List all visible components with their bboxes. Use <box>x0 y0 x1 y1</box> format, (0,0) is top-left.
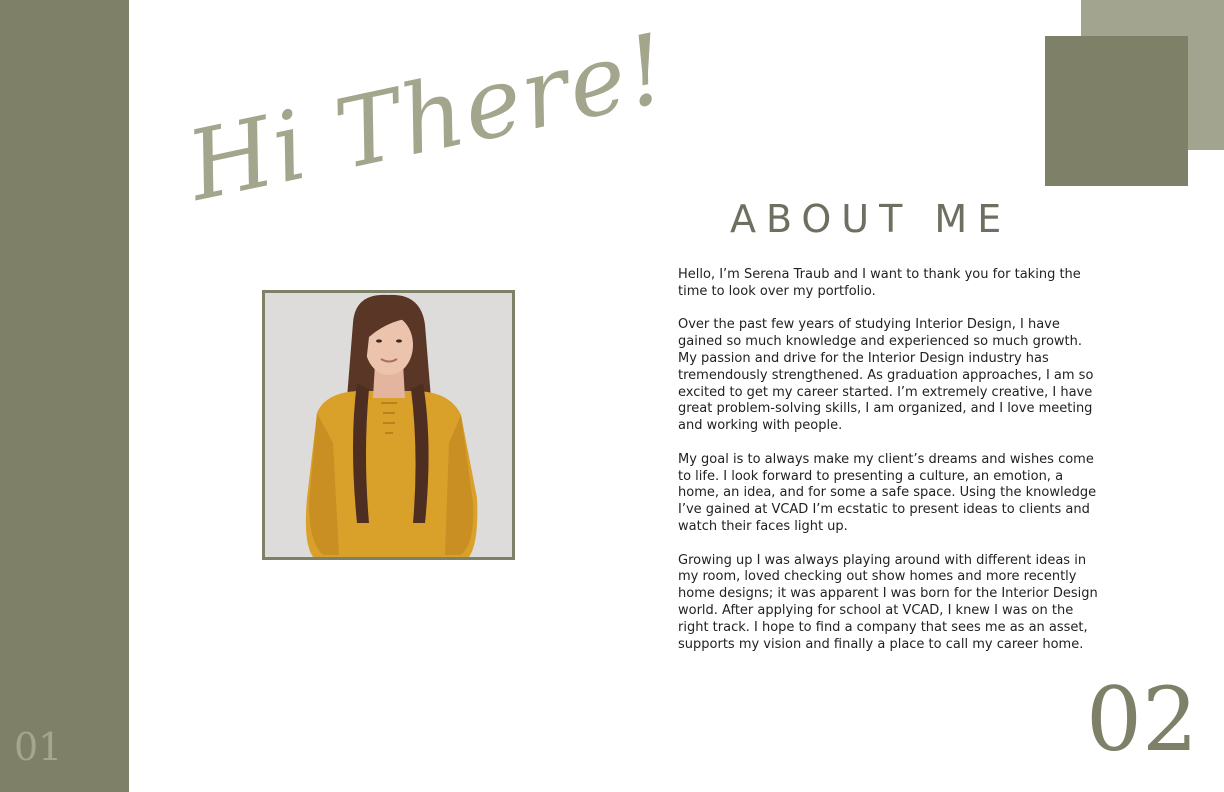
paragraph-background: Growing up I was always playing around with different ideas in my room, loved checking out show homes and more recently home designs; it was apparent I was born for the Interior Design world. After applying for school at VCAD, I knew I was on the right track. I hope to find a company that sees me as an asset, supports my vision and finally a place to call my career home. <box>678 552 1098 652</box>
portrait-illustration <box>265 293 512 557</box>
greeting-title: Hi There! <box>178 11 678 223</box>
page-number-right: 02 <box>1086 668 1198 771</box>
paragraph-growth: Over the past few years of studying Interior Design, I have gained so much knowledge and experienced so much growth. My passion and drive for the Interior Design industry has tremendously strengthened. As graduation approaches, I am so excited to get my career started. I’m extremely creative, I have great problem-solving skills, I am organized, and I love meeting and working with people. <box>678 317 1094 434</box>
paragraph-intro: Hello, I’m Serena Traub and I want to thank you for taking the time to look over my portfolio. <box>678 267 1081 299</box>
section-heading: ABOUT ME <box>730 197 1012 241</box>
decorative-square-front <box>1045 36 1188 186</box>
paragraph-goal: My goal is to always make my client’s dreams and wishes come to life. I look forward to presenting a culture, an emotion, a home, an idea, and for some a safe space. Using the knowledge I’ve gained at VCAD I’m ecstatic to present ideas to clients and watch their faces light up. <box>678 451 1097 534</box>
left-sidebar-band <box>0 0 129 792</box>
page-number-left: 01 <box>14 725 63 769</box>
about-body <box>678 267 1098 670</box>
portrait-photo <box>262 290 515 560</box>
